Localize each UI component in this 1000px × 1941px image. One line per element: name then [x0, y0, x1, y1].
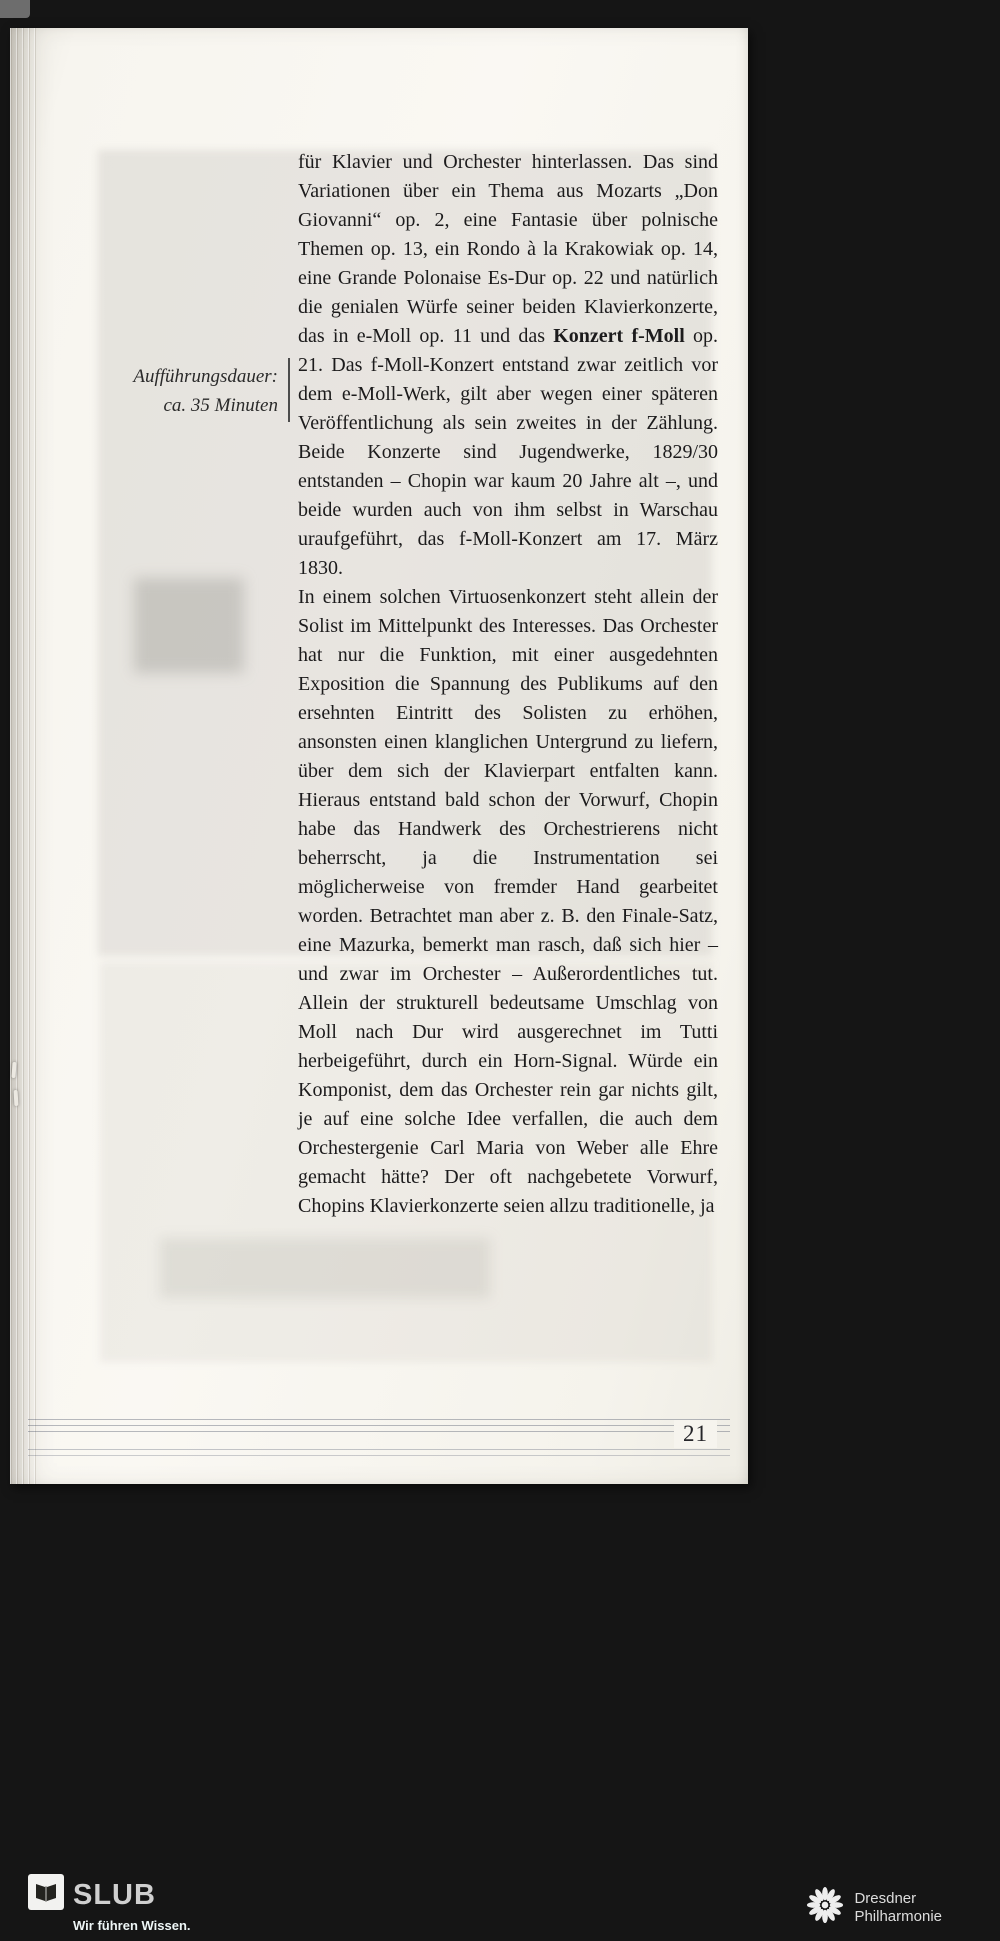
binding-stitch	[14, 1090, 19, 1106]
text-segment: für Klavier und Orchester hinterlassen. Das sind Variationen über ein Thema aus Mozarts „Don Giovanni“ op. 2, eine Fantasie über polnische Themen op. 13, ein Rondo à la Krakowiak op. 14, eine Grande Polonaise Es-Dur op. 22 und natürlich die genialen Würfe seiner beiden Klavierkonzerte, das in e-Moll op. 11 und das	[298, 151, 718, 347]
philharmonie-line1: Dresdner	[854, 1889, 917, 1907]
page-number: 21	[674, 1420, 717, 1448]
margin-note-line1: Aufführungsdauer:	[133, 366, 278, 387]
margin-note-line2: ca. 35 Minuten	[163, 395, 278, 416]
page-spine-edges	[10, 28, 36, 1484]
slub-logo-text: SLUB	[73, 1878, 156, 1911]
slub-branding	[28, 1874, 191, 1933]
page-bleedthrough	[160, 1238, 490, 1298]
philharmonie-branding	[806, 1886, 942, 1929]
scan-artifact	[0, 0, 30, 18]
slub-book-icon	[28, 1874, 64, 1915]
scanned-page	[10, 28, 748, 1484]
rule-line	[28, 1431, 730, 1432]
philharmonie-line2: Philharmonie	[854, 1907, 942, 1925]
body-text	[298, 148, 718, 1221]
rule-line	[28, 1419, 730, 1420]
philharmonie-wheel-icon	[806, 1886, 844, 1929]
slub-tagline: Wir führen Wissen.	[73, 1918, 191, 1933]
paragraph	[298, 583, 718, 1221]
page-bleedthrough-image	[134, 578, 244, 673]
margin-note-divider	[288, 358, 290, 422]
margin-note	[100, 362, 278, 420]
rule-line	[28, 1425, 730, 1426]
rule-line	[28, 1449, 730, 1450]
text-segment: op. 21. Das f-Moll-Konzert entstand zwar zeitlich vor dem e-Moll-Werk, gilt aber wegen einer späteren Veröffentlichung als sein zweites in der Zählung. Beide Konzerte sind Jugendwerke, 1829/30 entstanden – Chopin war kaum 20 Jahre alt –, und beide wurden auch von ihm selbst in Warschau uraufgeführt, das f-Moll-Konzert am 17. März 1830.	[298, 325, 719, 579]
bold-text-segment: Konzert f-Moll	[553, 325, 685, 347]
philharmonie-logo-text	[854, 1890, 942, 1926]
rule-line	[28, 1455, 730, 1456]
viewer-footer	[0, 1873, 1000, 1941]
paragraph	[298, 148, 718, 583]
text-segment: In einem solchen Virtuosenkonzert steht allein der Solist im Mittelpunkt des Interesses. Das Orchester hat nur die Funktion, mit einer ausgedehnten Exposition die Spannung des Publikums auf den ersehnten Eintritt des Solisten zu erhöhen, ansonsten einen klanglichen Untergrund zu liefern, über dem sich der Klavierpart entfalten kann. Hieraus entstand bald schon der Vorwurf, Chopin habe das Handwerk des Orchestrierens nicht beherrscht, ja die Instrumentation sei möglicherweise von fremder Hand gearbeitet worden. Betrachtet man aber z. B. den Finale-Satz, eine Mazurka, bemerkt man rasch, daß sich hier – und zwar im Orchester – Außerordentliches tut. Allein der strukturell bedeutsame Umschlag von Moll nach Dur wird ausgerechnet im Tutti herbeigeführt, durch ein Horn-Signal. Würde ein Komponist, dem das Orchester rein gar nichts gilt, je auf eine solche Idee verfallen, die auch dem Orchestergenie Carl Maria von Weber alle Ehre gemacht hätte? Der oft nachgebetete Vorwurf, Chopins Klavierkonzerte seien allzu traditionelle, ja	[298, 586, 718, 1217]
